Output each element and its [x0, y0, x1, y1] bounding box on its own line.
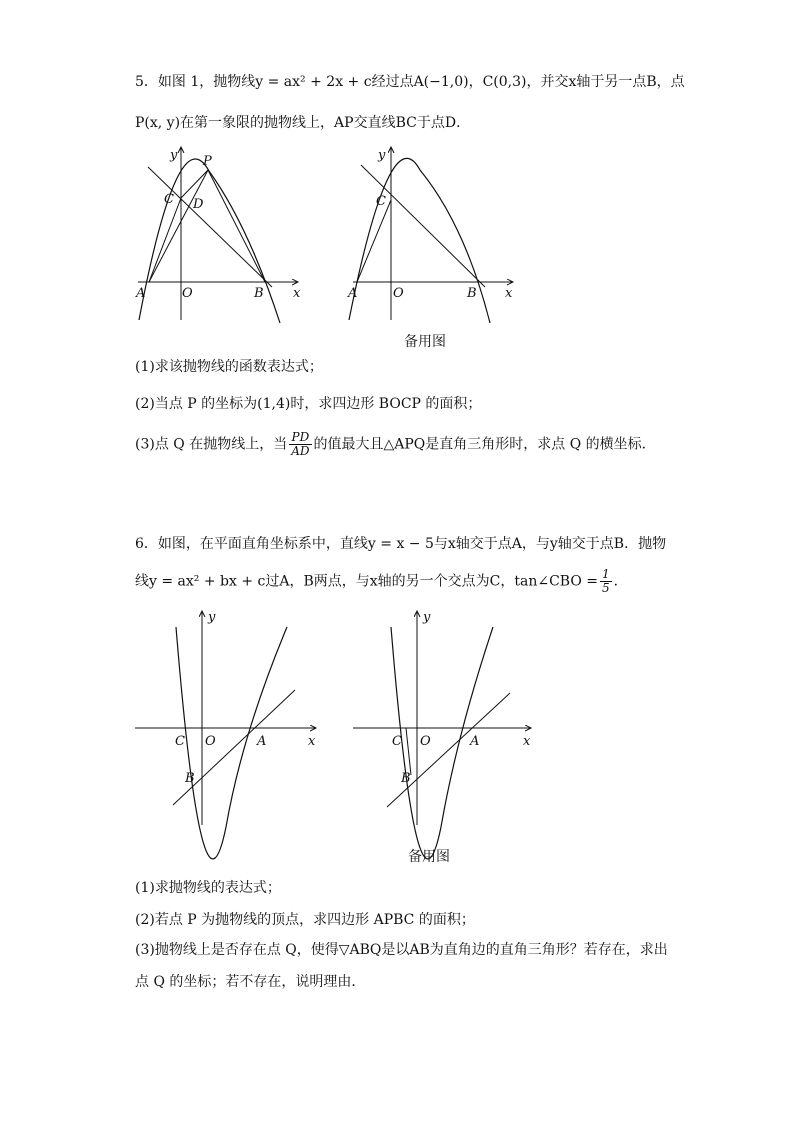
- segment-cp: [181, 170, 208, 198]
- q6-figure-2: [345, 605, 540, 839]
- fraction-numerator: 1: [602, 567, 610, 581]
- q6-sub3b: 点 Q 的坐标；若不存在，说明理由．: [135, 974, 366, 990]
- q6-sub3a: (3)抛物线上是否存在点 Q，使得▽ABQ是以AB为直角边的直角三角形？若存在，求出: [135, 942, 668, 958]
- label-x: x: [505, 286, 513, 301]
- q5-sub2: (2)当点 P 的坐标为(1,4)时，求四边形 BOCP 的面积；: [135, 396, 482, 412]
- q6-tan-fraction: [600, 568, 612, 595]
- label-x: x: [308, 734, 316, 749]
- fraction-denominator: 5: [602, 581, 610, 595]
- segment-ap: [149, 170, 208, 282]
- q5-line2: P(x, y)在第一象限的抛物线上，AP交直线BC于点D．: [135, 115, 471, 131]
- q6-figure-1: [130, 605, 325, 839]
- q6-sub2: (2)若点 P 为抛物线的顶点，求四边形 APBC 的面积；: [135, 912, 475, 928]
- label-y: y: [170, 148, 178, 163]
- line-bc: [361, 165, 485, 287]
- segment-ac: [357, 200, 391, 282]
- label-a: A: [348, 286, 358, 301]
- line-bc: [148, 167, 272, 287]
- label-o: O: [420, 734, 431, 749]
- q5-figure-2: [345, 145, 525, 329]
- label-b: B: [401, 771, 411, 786]
- label-a: A: [470, 734, 480, 749]
- q5-caption: 备用图: [404, 334, 446, 350]
- label-c: C: [175, 734, 185, 749]
- label-y: y: [378, 148, 386, 163]
- label-x: x: [293, 286, 301, 301]
- fraction-denominator: AD: [291, 444, 310, 458]
- q6-line2: [135, 568, 628, 595]
- q5-sub1: (1)求该抛物线的函数表达式；: [135, 359, 323, 375]
- q5-sub3-pre: (3)点 Q 在抛物线上，当: [135, 436, 288, 453]
- label-b: B: [467, 286, 477, 301]
- label-y: y: [208, 610, 216, 625]
- label-b: B: [185, 771, 195, 786]
- label-x: x: [523, 734, 531, 749]
- label-c: C: [392, 734, 402, 749]
- parabola: [176, 627, 287, 859]
- label-c: C: [164, 192, 174, 207]
- q5-sub3-fraction: [289, 431, 311, 458]
- q5-figure-1: [130, 145, 310, 329]
- label-a: A: [257, 734, 267, 749]
- q5-sub3-post: 的值最大且△APQ是直角三角形时，求点 Q 的横坐标．: [313, 436, 656, 453]
- q6-line2-pre: 线y = ax² + bx + c过A，B两点，与x轴的另一个交点为C，tan∠CBO =: [135, 573, 598, 590]
- label-o: O: [393, 286, 404, 301]
- q5-sub3: [135, 431, 656, 458]
- fraction-numerator: PD: [289, 431, 311, 445]
- label-d: D: [193, 197, 204, 212]
- q6-line2-post: ．: [613, 573, 628, 590]
- segment-pb: [208, 170, 265, 282]
- q6-sub1: (1)求抛物线的表达式；: [135, 880, 281, 896]
- label-a: A: [136, 286, 146, 301]
- q6-caption: 备用图: [408, 849, 450, 865]
- label-b: B: [254, 286, 264, 301]
- label-p: P: [203, 154, 212, 169]
- q5-line1: 5．如图 1，抛物线y = ax² + 2x + c经过点A(−1,0)，C(0,3)，并交x轴于另一点B，点: [135, 74, 685, 90]
- label-c: C: [376, 194, 386, 209]
- q6-line1: 6．如图，在平面直角坐标系中，直线y = x − 5与x轴交于点A，与y轴交于点B．抛物: [135, 536, 667, 552]
- label-o: O: [205, 734, 216, 749]
- segment-bc: [406, 728, 411, 775]
- label-o: O: [182, 286, 193, 301]
- label-y: y: [423, 610, 431, 625]
